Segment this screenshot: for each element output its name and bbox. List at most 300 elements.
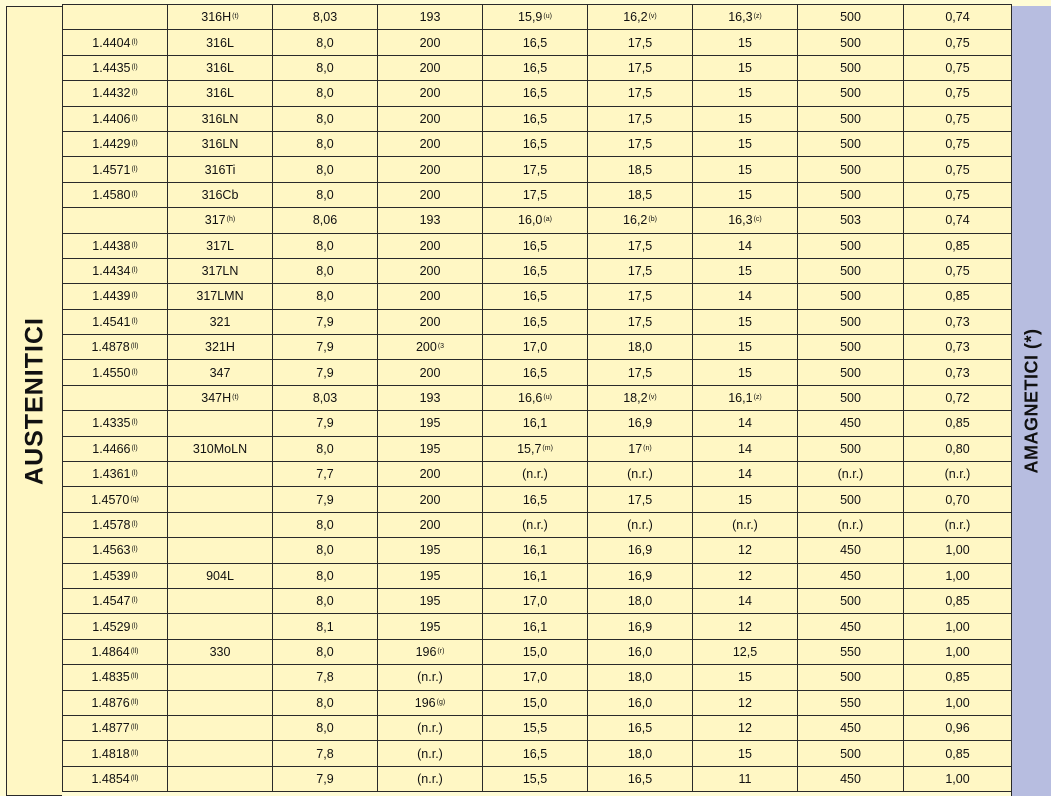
table-cell-c2 (378, 639, 483, 664)
cell-value: 1.4466 (92, 441, 131, 456)
table-cell-c1 (273, 335, 378, 360)
table-cell-c4 (588, 385, 693, 410)
cell-value: 16,5 (522, 264, 548, 279)
cell-value: 1,00 (945, 568, 970, 583)
table-cell-c3 (483, 715, 588, 740)
table-cell-c6 (798, 741, 904, 766)
cell-value: 17 (628, 441, 643, 456)
table-row (63, 614, 1012, 639)
table-cell-c3 (483, 411, 588, 436)
cell-value: (n.r.) (837, 518, 864, 532)
cell-value: 0,73 (945, 340, 970, 355)
cell-value: 0,74 (945, 10, 970, 25)
cell-value: 16,5 (627, 771, 653, 786)
footnote-marker: (ll) (130, 698, 139, 706)
cell-value: 1,00 (945, 771, 970, 786)
cell-value: 15 (738, 264, 752, 279)
table-cell-c1 (273, 665, 378, 690)
table-cell-aisi (168, 106, 273, 131)
cell-value: 15,0 (522, 644, 548, 659)
footnote-marker: (q) (130, 495, 139, 503)
cell-value: 8,0 (316, 441, 334, 456)
cell-value: 7,9 (316, 314, 334, 329)
footnote-marker: (ll) (130, 749, 139, 757)
table-cell-c5 (693, 614, 798, 639)
table-cell-c7 (904, 512, 1012, 537)
cell-value: 14 (738, 289, 752, 304)
table-cell-c7 (904, 639, 1012, 664)
table-cell-aisi (168, 131, 273, 156)
table-cell-aisi (168, 690, 273, 715)
cell-value: 17,5 (627, 35, 653, 50)
table-row (63, 462, 1012, 487)
cell-value: 17,5 (627, 314, 653, 329)
footnote-marker: (l) (131, 597, 138, 605)
table-cell-c4 (588, 487, 693, 512)
table-row (63, 208, 1012, 233)
table-cell-c5 (693, 258, 798, 283)
table-cell-c1 (273, 462, 378, 487)
cell-value: 7,7 (316, 467, 334, 482)
footnote-marker: (l) (131, 63, 138, 71)
table-cell-c7 (904, 284, 1012, 309)
cell-value: 0,75 (945, 137, 970, 152)
cell-value: 0,85 (945, 594, 970, 609)
cell-value: 18,2 (623, 391, 648, 406)
table-cell-en (63, 741, 168, 766)
cell-value: 550 (840, 644, 861, 659)
cell-value: 15 (738, 86, 752, 101)
cell-value: 18,5 (627, 162, 653, 177)
cell-value: 18,0 (627, 340, 653, 355)
footnote-marker: (l) (131, 470, 138, 478)
table-cell-c7 (904, 690, 1012, 715)
cell-value: 0,75 (945, 187, 970, 202)
table-cell-c7 (904, 5, 1012, 30)
footnote-marker: (v) (648, 13, 657, 21)
table-cell-aisi (168, 81, 273, 106)
footnote-marker: (l) (131, 292, 138, 300)
table-cell-c7 (904, 360, 1012, 385)
cell-value: 317L (206, 238, 234, 253)
table-row (63, 30, 1012, 55)
table-cell-c4 (588, 411, 693, 436)
table-cell-c2 (378, 614, 483, 639)
cell-value: 316Ti (204, 162, 236, 177)
table-cell-c6 (798, 766, 904, 791)
table-cell-c5 (693, 309, 798, 334)
table-cell-c1 (273, 563, 378, 588)
footnote-marker: (c) (753, 216, 762, 224)
table-row (63, 335, 1012, 360)
cell-value: (n.r.) (944, 467, 971, 482)
table-cell-c3 (483, 208, 588, 233)
cell-value: 500 (840, 137, 861, 152)
table-row (63, 5, 1012, 30)
table-cell-c5 (693, 157, 798, 182)
cell-value: (n.r.) (417, 771, 443, 786)
cell-value: 7,9 (316, 365, 334, 380)
table-cell-en (63, 766, 168, 791)
cell-value: 1,00 (945, 644, 970, 659)
footnote-marker: (ll) (130, 673, 139, 681)
cell-value: 500 (840, 162, 861, 177)
table-cell-c1 (273, 512, 378, 537)
table-cell-aisi (168, 512, 273, 537)
table-cell-c4 (588, 157, 693, 182)
table-cell-c5 (693, 665, 798, 690)
cell-value: 8,0 (316, 568, 334, 583)
table-cell-en (63, 284, 168, 309)
cell-value: 16,9 (627, 543, 653, 558)
cell-value: 7,8 (316, 746, 334, 761)
cell-value: 18,0 (627, 670, 653, 685)
table-cell-c5 (693, 436, 798, 461)
cell-value: 316LN (201, 111, 239, 126)
table-cell-en (63, 715, 168, 740)
cell-value: 0,75 (945, 60, 970, 75)
table-cell-c3 (483, 614, 588, 639)
cell-value: 17,5 (627, 111, 653, 126)
cell-value: 500 (840, 314, 861, 329)
table-row (63, 55, 1012, 80)
cell-value: 0,73 (945, 314, 970, 329)
table-cell-c7 (904, 487, 1012, 512)
cell-value: 7,8 (316, 670, 334, 685)
table-cell-c3 (483, 487, 588, 512)
cell-value: 1.4539 (92, 568, 131, 583)
table-cell-c6 (798, 690, 904, 715)
cell-value: 330 (209, 644, 231, 659)
table-cell-c6 (798, 335, 904, 360)
table-cell-c7 (904, 157, 1012, 182)
table-cell-c1 (273, 436, 378, 461)
table-cell-c3 (483, 233, 588, 258)
cell-value: 200 (419, 365, 441, 380)
cell-value: 1.4404 (92, 35, 131, 50)
table-cell-c4 (588, 182, 693, 207)
cell-value: 0,75 (945, 35, 970, 50)
cell-value: 15,5 (522, 771, 548, 786)
cell-value: 15 (738, 670, 752, 685)
table-cell-c5 (693, 639, 798, 664)
cell-value: 500 (840, 441, 861, 456)
cell-value: 1.4877 (91, 721, 130, 736)
table-cell-c4 (588, 30, 693, 55)
cell-value: 16,0 (627, 695, 653, 710)
table-cell-c7 (904, 30, 1012, 55)
cell-value: 200 (419, 111, 441, 126)
cell-value: 316L (206, 86, 234, 101)
table-cell-c4 (588, 538, 693, 563)
cell-value: 200 (419, 187, 441, 202)
cell-value: 500 (840, 10, 861, 25)
cell-value: 195 (419, 568, 441, 583)
footnote-marker: (l) (131, 165, 138, 173)
table-cell-c3 (483, 385, 588, 410)
table-cell-aisi (168, 538, 273, 563)
cell-value: 450 (840, 543, 861, 558)
cell-value: 16,1 (522, 543, 548, 558)
footnote-marker: (l) (131, 444, 138, 452)
table-cell-c7 (904, 335, 1012, 360)
table-cell-c2 (378, 588, 483, 613)
cell-value: 17,5 (627, 86, 653, 101)
table-cell-c1 (273, 639, 378, 664)
cell-value: 316L (206, 35, 234, 50)
cell-value: 200 (419, 86, 441, 101)
table-cell-c1 (273, 741, 378, 766)
cell-value: (n.r.) (732, 518, 758, 532)
table-cell-c2 (378, 81, 483, 106)
cell-value: 15,0 (522, 695, 548, 710)
table-cell-c5 (693, 462, 798, 487)
table-cell-c3 (483, 81, 588, 106)
table-cell-c4 (588, 462, 693, 487)
cell-value: 0,96 (945, 721, 970, 736)
cell-value: 193 (419, 391, 441, 406)
table-cell-c6 (798, 258, 904, 283)
cell-value: 17,0 (522, 594, 548, 609)
table-row (63, 131, 1012, 156)
table-row (63, 588, 1012, 613)
table-cell-c4 (588, 690, 693, 715)
footnote-marker: (l) (131, 89, 138, 97)
table-cell-c1 (273, 614, 378, 639)
cell-value: 200 (419, 238, 441, 253)
table-cell-en (63, 106, 168, 131)
footnote-marker: (r) (437, 647, 445, 655)
table-cell-c6 (798, 131, 904, 156)
cell-value: 8,0 (316, 60, 334, 75)
cell-value: 500 (840, 238, 861, 253)
footnote-marker: (ll) (130, 724, 139, 732)
footnote-marker: (l) (131, 267, 138, 275)
cell-value: 0,85 (945, 416, 970, 431)
table-cell-en (63, 411, 168, 436)
cell-value: 16,9 (627, 568, 653, 583)
cell-value: 450 (840, 721, 861, 736)
cell-value: 1.4438 (92, 238, 131, 253)
cell-value: 15 (738, 492, 752, 507)
cell-value: 0,85 (945, 289, 970, 304)
cell-value: 15,9 (518, 10, 543, 25)
table-cell-c3 (483, 106, 588, 131)
table-cell-c3 (483, 335, 588, 360)
cell-value: (n.r.) (417, 746, 443, 761)
table-cell-c3 (483, 639, 588, 664)
table-cell-en (63, 157, 168, 182)
cell-value: 8,0 (316, 543, 334, 558)
category-label-amagnetici: AMAGNETICI (*) (1021, 328, 1041, 474)
cell-value: 450 (840, 619, 861, 634)
cell-value: 16,5 (522, 137, 548, 152)
cell-value: 450 (840, 568, 861, 583)
table-cell-c2 (378, 360, 483, 385)
cell-value: (n.r.) (417, 670, 443, 685)
cell-value: 16,5 (522, 746, 548, 761)
footnote-marker: (t) (232, 13, 239, 21)
table-cell-c6 (798, 614, 904, 639)
cell-value: 15 (738, 35, 752, 50)
table-cell-c2 (378, 233, 483, 258)
table-cell-c4 (588, 258, 693, 283)
cell-value: 16,5 (522, 86, 548, 101)
table-cell-en (63, 639, 168, 664)
cell-value: 16,0 (518, 213, 543, 228)
cell-value: 8,0 (316, 695, 334, 710)
cell-value: 16,5 (522, 60, 548, 75)
cell-value: 1.4563 (92, 543, 131, 558)
table-cell-aisi (168, 157, 273, 182)
table-row (63, 258, 1012, 283)
table-cell-c3 (483, 436, 588, 461)
cell-value: 193 (419, 213, 441, 228)
table-cell-aisi (168, 284, 273, 309)
cell-value: 15,5 (522, 721, 548, 736)
cell-value: 1.4571 (92, 162, 131, 177)
table-cell-c1 (273, 487, 378, 512)
cell-value: 200 (419, 467, 441, 482)
table-cell-c3 (483, 157, 588, 182)
table-cell-c3 (483, 30, 588, 55)
table-cell-c1 (273, 309, 378, 334)
table-cell-c2 (378, 182, 483, 207)
table-cell-c1 (273, 157, 378, 182)
table-cell-c1 (273, 182, 378, 207)
table-cell-aisi (168, 30, 273, 55)
cell-value: 0,75 (945, 162, 970, 177)
cell-value: 200 (419, 35, 441, 50)
table-cell-c3 (483, 766, 588, 791)
table-cell-en (63, 512, 168, 537)
cell-value: (n.r.) (522, 518, 548, 532)
table-cell-c6 (798, 360, 904, 385)
cell-value: 1.4878 (91, 340, 130, 355)
cell-value: 317 (204, 213, 226, 228)
cell-value: 16,1 (728, 391, 753, 406)
cell-value: 17,5 (522, 162, 548, 177)
cell-value: 18,0 (627, 746, 653, 761)
footnote-marker: (l) (131, 521, 138, 528)
cell-value: 1,00 (945, 619, 970, 634)
table-cell-en (63, 182, 168, 207)
table-cell-c7 (904, 563, 1012, 588)
cell-value: 450 (840, 416, 861, 431)
cell-value: 1.4876 (91, 695, 130, 710)
footnote-marker: (z) (753, 394, 762, 402)
table-cell-c5 (693, 233, 798, 258)
table-cell-c5 (693, 182, 798, 207)
table-cell-aisi (168, 462, 273, 487)
table-cell-c5 (693, 411, 798, 436)
cell-value: 11 (738, 771, 752, 786)
table-cell-c2 (378, 55, 483, 80)
footnote-marker: (g) (436, 698, 446, 706)
cell-value: 500 (840, 289, 861, 304)
table-cell-c2 (378, 208, 483, 233)
cell-value: 1.4529 (92, 619, 131, 634)
cell-value: 200 (415, 340, 437, 355)
cell-value: 14 (738, 594, 752, 609)
cell-value: 15 (738, 137, 752, 152)
table-cell-c1 (273, 5, 378, 30)
table-cell-c7 (904, 106, 1012, 131)
table-cell-en (63, 55, 168, 80)
table-cell-c5 (693, 715, 798, 740)
cell-value: 321 (209, 314, 231, 329)
cell-value: 195 (419, 416, 441, 431)
table-cell-en (63, 436, 168, 461)
table-cell-c6 (798, 208, 904, 233)
footnote-marker: (l) (131, 190, 138, 198)
cell-value: 15 (738, 365, 752, 380)
table-cell-en (63, 208, 168, 233)
cell-value: 0,72 (945, 391, 970, 406)
table-cell-c5 (693, 766, 798, 791)
cell-value: 17,5 (627, 289, 653, 304)
table-cell-en (63, 81, 168, 106)
table-cell-c1 (273, 360, 378, 385)
table-row (63, 741, 1012, 766)
cell-value: 200 (419, 60, 441, 75)
cell-value: 1.4570 (91, 492, 130, 507)
table-cell-c6 (798, 462, 904, 487)
cell-value: 195 (419, 543, 441, 558)
table-cell-c2 (378, 411, 483, 436)
table-cell-c6 (798, 182, 904, 207)
table-cell-c1 (273, 81, 378, 106)
cell-value: 347 (209, 365, 231, 380)
table-row (63, 385, 1012, 410)
table-cell-aisi (168, 233, 273, 258)
table-row (63, 309, 1012, 334)
table-cell-c3 (483, 131, 588, 156)
table-cell-c7 (904, 258, 1012, 283)
table-cell-c6 (798, 309, 904, 334)
table-cell-c3 (483, 309, 588, 334)
table-cell-c6 (798, 411, 904, 436)
cell-value: 1.4854 (91, 771, 130, 786)
table-cell-c3 (483, 462, 588, 487)
table-cell-c1 (273, 588, 378, 613)
table-row (63, 81, 1012, 106)
cell-value: 316LN (201, 137, 239, 152)
cell-value: 8,03 (312, 10, 338, 25)
cell-value: 16,5 (522, 289, 548, 304)
category-band-amagnetici (1011, 6, 1051, 796)
table-cell-c4 (588, 55, 693, 80)
table-cell-c6 (798, 30, 904, 55)
table-cell-aisi (168, 487, 273, 512)
cell-value: 8,0 (316, 518, 334, 532)
table-cell-c4 (588, 639, 693, 664)
table-cell-en (63, 335, 168, 360)
table-cell-c4 (588, 715, 693, 740)
table-cell-c1 (273, 385, 378, 410)
footnote-marker: (t) (232, 394, 239, 402)
table-cell-c3 (483, 665, 588, 690)
footnote-marker: (l) (131, 546, 138, 554)
cell-value: 8,03 (312, 391, 338, 406)
footnote-marker: (a) (543, 216, 552, 224)
cell-value: 8,0 (316, 238, 334, 253)
table-cell-c1 (273, 55, 378, 80)
cell-value: 200 (419, 137, 441, 152)
table-cell-c3 (483, 588, 588, 613)
table-cell-c5 (693, 385, 798, 410)
cell-value: 200 (419, 314, 441, 329)
